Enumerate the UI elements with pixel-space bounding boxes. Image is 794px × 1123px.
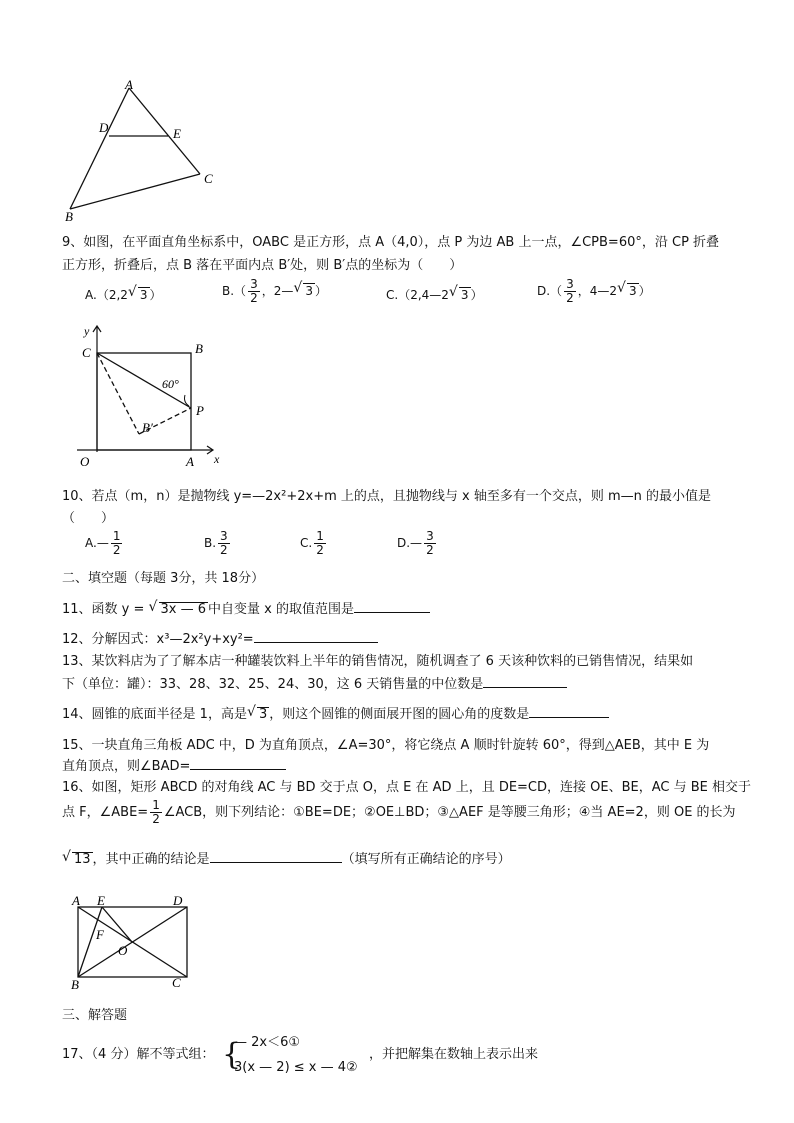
q9-option-c[interactable]: C.（2,4—2√ 3 ） <box>386 286 483 304</box>
q13-text-line2: 下（单位：罐）：33、28、32、25、24、30，这 6 天销售量的中位数是 <box>62 676 567 694</box>
square-fold-figure <box>72 322 232 472</box>
q12: 12、分解因式：x³—2x²y+xy²= <box>62 631 378 649</box>
q10-option-a[interactable]: A.— $\frac{1}{2}$ <box>85 529 121 557</box>
q14: 14、圆锥的底面半径是 1，高是√ 3 ，则这个圆锥的侧面展开图的圆心角的度数是 <box>62 706 609 724</box>
q13-answer-blank[interactable] <box>483 687 567 688</box>
q10-option-b[interactable]: B. $\frac{3}{2}$ <box>204 529 228 557</box>
q10-option-c[interactable]: C. $\frac{1}{2}$ <box>300 529 324 557</box>
label-B: B <box>65 209 73 224</box>
q14-answer-blank[interactable] <box>529 717 609 718</box>
q9-option-d[interactable]: D.（ $\frac{3}{2}$ ，4—2√ 3 ） <box>537 278 651 305</box>
q17-prefix: 17、（4 分）解不等式组： <box>62 1047 215 1062</box>
label-B-prime: B′ <box>142 420 153 435</box>
label-F: F <box>96 927 104 942</box>
q16-text-line3: √ 13 ，其中正确的结论是 （填写所有正确结论的序号） <box>62 851 511 869</box>
label-A: A <box>72 893 80 908</box>
rectangle-figure <box>62 888 202 998</box>
q13-text-line1: 13、某饮料店为了了解本店一种罐装饮料上半年的销售情况，随机调查了 6 天该种饮料的已销售情况，结果如 <box>62 654 694 669</box>
q15-answer-blank[interactable] <box>190 769 286 770</box>
q15-text-line2: 直角顶点，则∠BAD= <box>62 758 286 776</box>
triangle-figure <box>55 75 225 225</box>
label-B: B <box>195 341 203 356</box>
q17-inequality-2: 3(x — 2) ≤ x — 4② <box>234 1060 358 1075</box>
angle-label: 60° <box>162 377 179 391</box>
q17-inequality-1: — 2x＜6① <box>234 1035 301 1050</box>
label-E: E <box>173 126 181 141</box>
brace-icon: { <box>222 1037 242 1072</box>
q10-text-line2: （ ） <box>62 511 115 526</box>
q10-text-line1: 10、若点（m，n）是抛物线 y=—2x²+2x+m 上的点，且抛物线与 x 轴至多有一个交点，则 m—n 的最小值是 <box>62 489 712 504</box>
label-x: x <box>214 452 220 466</box>
label-E: E <box>97 893 105 908</box>
label-O: O <box>118 943 128 958</box>
q12-answer-blank[interactable] <box>254 642 378 643</box>
q9-option-b[interactable]: B.（ $\frac{3}{2}$ ，2—√ 3 ） <box>222 278 327 305</box>
label-D: D <box>173 893 183 908</box>
q11-answer-blank[interactable] <box>354 612 430 613</box>
section-solve-title: 三、解答题 <box>62 1008 128 1023</box>
label-B: B <box>71 977 79 992</box>
label-C: C <box>172 975 181 990</box>
q16-text-line1: 16、如图，矩形 ABCD 的对角线 AC 与 BD 交于点 O，点 E 在 AD 上，且 DE=CD，连接 OE、BE，AC 与 BE 相交于 <box>62 780 752 795</box>
q9-text-line1: 9、如图，在平面直角坐标系中，OABC 是正方形，点 A（4,0），点 P 为边 AB 上一点，∠CPB=60°，沿 CP 折叠 <box>62 235 720 250</box>
label-P: P <box>196 403 204 418</box>
q9-text-line2: 正方形，折叠后，点 B 落在平面内点 B′处，则 B′点的坐标为（ ） <box>62 258 463 273</box>
q17-suffix: ，并把解集在数轴上表示出来 <box>369 1047 539 1062</box>
section-fill-blank-title: 二、填空题（每题 3分，共 18分） <box>62 571 265 586</box>
label-A: A <box>125 77 133 92</box>
label-O: O <box>80 454 90 469</box>
label-D: D <box>99 120 109 135</box>
q10-option-d[interactable]: D.— $\frac{3}{2}$ <box>397 529 434 557</box>
q16-text-line2: 点 F，∠ABE= $\frac{1}{2}$ ∠ACB，则下列结论：①BE=DE；②OE⊥BD；③△AEF 是等腰三角形；④当 AE=2，则 OE 的长为 <box>62 798 736 826</box>
q16-answer-blank[interactable] <box>210 862 342 863</box>
q11: 11、函数 y = √ 3x — 6 中自变量 x 的取值范围是 <box>62 601 430 619</box>
label-A: A <box>186 454 194 469</box>
q9-option-a[interactable]: A.（2,2√ 3 ） <box>85 286 162 304</box>
q15-text-line1: 15、一块直角三角板 ADC 中，D 为直角顶点，∠A=30°，将它绕点 A 顺时针旋转 60°，得到△AEB，其中 E 为 <box>62 738 710 753</box>
label-y: y <box>84 324 90 338</box>
label-C: C <box>82 345 91 360</box>
label-C: C <box>204 171 213 186</box>
